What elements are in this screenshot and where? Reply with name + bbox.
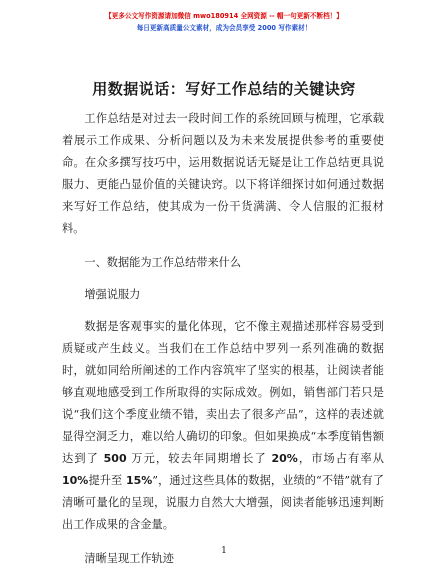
number-share-to: 15% <box>125 474 153 487</box>
document-body <box>62 108 384 570</box>
text-run: ，市场占有率从 <box>297 452 384 465</box>
section-heading: 一、数据能为工作总结带来什么 <box>84 256 242 269</box>
number-share-from: 10% <box>62 474 89 487</box>
body-paragraph <box>62 316 384 536</box>
text-run: 提升至 <box>88 474 126 487</box>
subheading: 增强说服力 <box>84 288 141 301</box>
promo-line-1: 【更多公文写作资源请加微信 mwo180914 全网资源 -- 帽一句更新不断档！】 <box>105 12 343 20</box>
text-run: 万元，较去年同期增长了 <box>126 452 272 465</box>
document-title: 用数据说话：写好工作总结的关键诀窍 <box>92 80 356 98</box>
number-growth: 20% <box>271 452 298 465</box>
number-sales: 500 <box>103 452 127 465</box>
promo-line-2: 每日更新高质量公文素材，成为会员享受 2000 写作素材！ <box>136 24 312 32</box>
text-run: ”，通过这些具体的数据，业绩的“不错”就有了清晰可量化的呈现，说服力自然大大增强，阅读者能够迅速判断出工作成果的含金量。 <box>62 474 384 531</box>
promo-banner <box>0 10 448 34</box>
subheading: 清晰呈现工作轨迹 <box>84 552 174 565</box>
intro-paragraph: 工作总结是对过去一段时间工作的系统回顾与梳理，它承载着展示工作成果、分析问题以及为未来发展提供参考的重要使命。在众多撰写技巧中，运用数据说话无疑是让工作总结更具说服力、更能凸显价值的关键诀窍。以下将详细探讨如何通过数据来写好工作总结，使其成为一份干货满满、令人信服的汇报材料。 <box>62 112 384 235</box>
text-run: 数据是客观事实的量化体现，它不像主观描述那样容易受到质疑或产生歧义。当我们在工作总结中罗列一系列准确的数据时，就如同给所阐述的工作内容筑牢了坚实的根基，让阅读者能够直观地感受到工作所取得的实际成效。例如，销售部门若只是说“我们这个季度业绩不错，卖出去了很多产品”，这样的表述就显得空洞乏力，难以给人确切的印象。但如果换成“本季度销售额达到了 <box>62 320 384 465</box>
page-number: 1 <box>221 546 227 556</box>
